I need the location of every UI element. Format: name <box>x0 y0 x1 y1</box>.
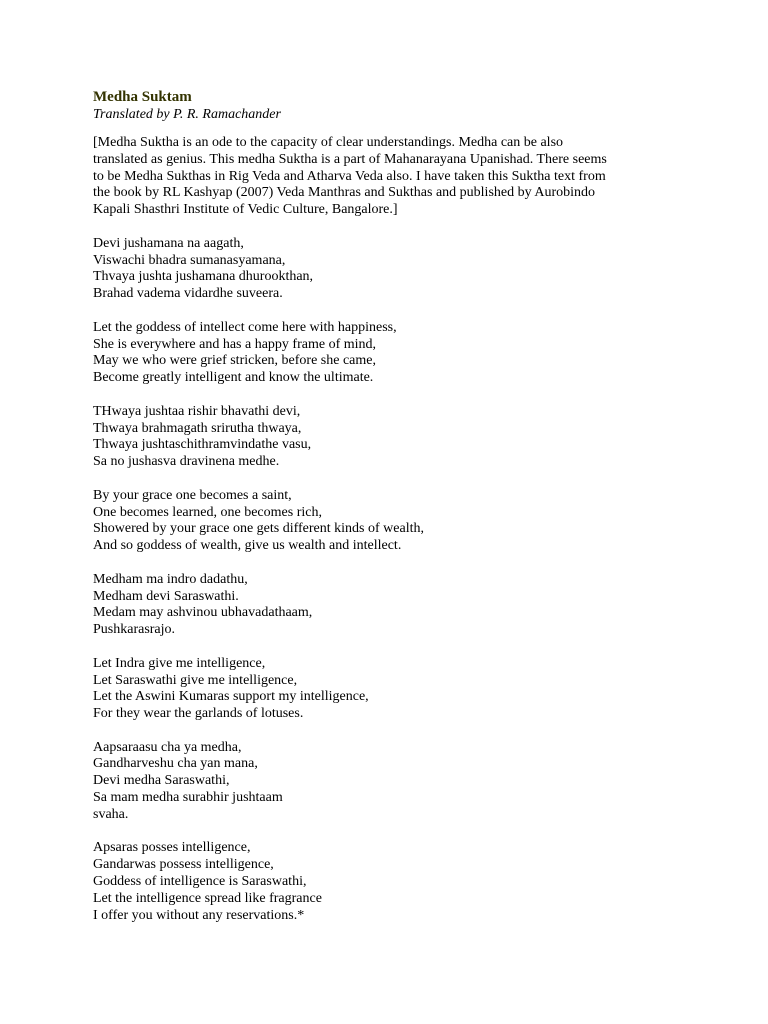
text-line: Let the intelligence spread like fragrance <box>93 890 322 906</box>
text-line: the book by RL Kashyap (2007) Veda Manthras and Sukthas and published by Aurobindo <box>93 185 595 201</box>
text-line: svaha. <box>93 806 129 822</box>
text-line: Goddess of intelligence is Saraswathi, <box>93 874 307 890</box>
paragraph <box>93 572 713 639</box>
paragraph <box>93 840 713 924</box>
text-line: Become greatly intelligent and know the ultimate. <box>93 370 374 386</box>
text-line: Sa mam medha surabhir jushtaam <box>93 790 283 806</box>
paragraph <box>93 135 713 219</box>
document-title: Medha Suktam <box>93 89 192 105</box>
text-line: Thwaya brahmagath srirutha thwaya, <box>93 420 302 436</box>
text-line: Gandarwas possess intelligence, <box>93 857 274 873</box>
text-line: Medam may ashvinou ubhavadathaam, <box>93 605 313 621</box>
document-body <box>93 135 713 924</box>
text-line: Gandharveshu cha yan mana, <box>93 756 258 772</box>
text-line: Let Saraswathi give me intelligence, <box>93 672 298 688</box>
text-line: Medham ma indro dadathu, <box>93 571 248 587</box>
document-page <box>93 88 713 941</box>
paragraph <box>93 236 713 303</box>
text-line: May we who were grief stricken, before she came, <box>93 353 376 369</box>
paragraph <box>93 404 713 471</box>
paragraph <box>93 740 713 824</box>
text-line: Sa no jushasva dravinena medhe. <box>93 454 280 470</box>
text-line: Thvaya jushta jushamana dhurookthan, <box>93 269 314 285</box>
text-line: Medham devi Saraswathi. <box>93 588 239 604</box>
text-line: Devi medha Saraswathi, <box>93 773 230 789</box>
text-line: Kapali Shasthri Institute of Vedic Culture, Bangalore.] <box>93 202 398 218</box>
text-line: And so goddess of wealth, give us wealth and intellect. <box>93 538 402 554</box>
text-line: Let the Aswini Kumaras support my intelligence, <box>93 689 369 705</box>
text-line: Let Indra give me intelligence, <box>93 655 266 671</box>
text-line: [Medha Suktha is an ode to the capacity of clear understandings. Medha can be also <box>93 135 564 150</box>
text-line: Devi jushamana na aagath, <box>93 235 244 251</box>
document-byline: Translated by P. R. Ramachander <box>93 107 281 122</box>
text-line: translated as genius. This medha Suktha is a part of Mahanarayana Upanishad. There seems <box>93 151 607 167</box>
text-line: She is everywhere and has a happy frame of mind, <box>93 336 377 352</box>
text-line: Let the goddess of intellect come here with happiness, <box>93 319 397 335</box>
text-line: Viswachi bhadra sumanasyamana, <box>93 252 286 268</box>
paragraph <box>93 488 713 555</box>
text-line: to be Medha Sukthas in Rig Veda and Atharva Veda also. I have taken this Suktha text from <box>93 168 606 184</box>
text-line: For they wear the garlands of lotuses. <box>93 706 304 722</box>
text-line: Aapsaraasu cha ya medha, <box>93 739 242 755</box>
text-line: Pushkarasrajo. <box>93 622 176 638</box>
text-line: One becomes learned, one becomes rich, <box>93 504 322 520</box>
paragraph <box>93 320 713 387</box>
text-line: I offer you without any reservations.* <box>93 907 305 923</box>
text-line: Showered by your grace one gets different kinds of wealth, <box>93 521 424 537</box>
text-line: THwaya jushtaa rishir bhavathi devi, <box>93 403 301 419</box>
text-line: Thwaya jushtaschithramvindathe vasu, <box>93 437 312 453</box>
paragraph <box>93 656 713 723</box>
text-line: Brahad vadema vidardhe suveera. <box>93 286 283 302</box>
text-line: By your grace one becomes a saint, <box>93 487 292 503</box>
text-line: Apsaras posses intelligence, <box>93 840 251 856</box>
